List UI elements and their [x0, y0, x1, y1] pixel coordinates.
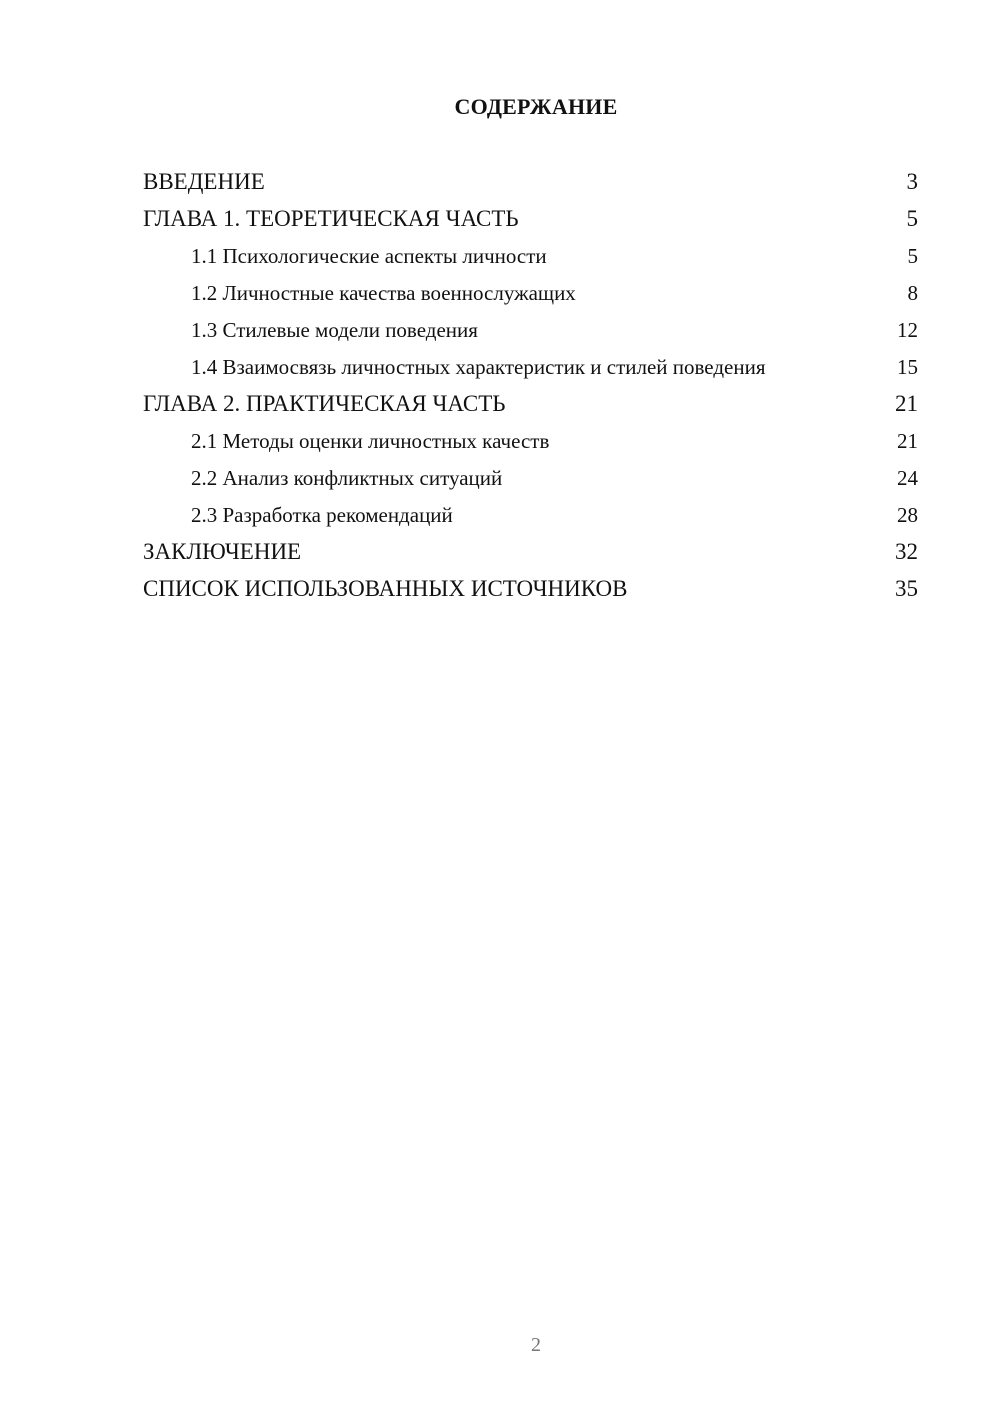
toc-entry-section-2-2[interactable]	[143, 464, 918, 492]
toc-entry-label: ВВЕДЕНИЕ	[143, 169, 265, 194]
toc-entry-chapter-2[interactable]	[143, 390, 918, 418]
toc-entry-label: 1.4 Взаимосвязь личностных характеристик и стилей поведения	[191, 355, 766, 379]
toc-entry-label: ГЛАВА 1. ТЕОРЕТИЧЕСКАЯ ЧАСТЬ	[143, 206, 519, 231]
toc-entry-page: 3	[906, 169, 918, 194]
table-of-contents	[143, 168, 918, 612]
toc-entry-label: 1.2 Личностные качества военнослужащих	[191, 281, 576, 305]
toc-entry-page: 32	[895, 539, 918, 564]
toc-entry-conclusion[interactable]	[143, 538, 918, 566]
toc-entry-page: 28	[897, 503, 918, 527]
toc-entry-label: СПИСОК ИСПОЛЬЗОВАННЫХ ИСТОЧНИКОВ	[143, 576, 628, 601]
toc-entry-page: 12	[897, 318, 918, 342]
page-number: 2	[531, 1334, 541, 1356]
toc-entry-label: 1.3 Стилевые модели поведения	[191, 318, 478, 342]
toc-entry-page: 5	[906, 206, 918, 231]
toc-entry-label: 2.3 Разработка рекомендаций	[191, 503, 453, 527]
toc-entry-page: 15	[897, 355, 918, 379]
toc-entry-page: 24	[897, 466, 918, 490]
toc-entry-introduction[interactable]	[143, 168, 918, 196]
toc-entry-label: 2.1 Методы оценки личностных качеств	[191, 429, 550, 453]
toc-entry-label: ЗАКЛЮЧЕНИЕ	[143, 539, 302, 564]
toc-entry-page: 5	[907, 244, 918, 268]
toc-entry-label: 1.1 Психологические аспекты личности	[191, 244, 547, 268]
toc-entry-page: 21	[897, 429, 918, 453]
toc-title: СОДЕРЖАНИЕ	[454, 94, 618, 119]
toc-entry-label: ГЛАВА 2. ПРАКТИЧЕСКАЯ ЧАСТЬ	[143, 391, 506, 416]
toc-entry-chapter-1[interactable]	[143, 205, 918, 233]
toc-entry-label: 2.2 Анализ конфликтных ситуаций	[191, 466, 503, 490]
toc-entry-section-1-3[interactable]	[143, 316, 918, 344]
toc-entry-page: 21	[895, 391, 918, 416]
toc-entry-section-1-1[interactable]	[143, 242, 918, 270]
toc-entry-page: 8	[907, 281, 918, 305]
toc-entry-section-1-2[interactable]	[143, 279, 918, 307]
toc-entry-page: 35	[895, 576, 918, 601]
toc-entry-references[interactable]	[143, 575, 918, 603]
toc-entry-section-2-3[interactable]	[143, 501, 918, 529]
toc-entry-section-1-4[interactable]	[143, 353, 918, 381]
toc-entry-section-2-1[interactable]	[143, 427, 918, 455]
